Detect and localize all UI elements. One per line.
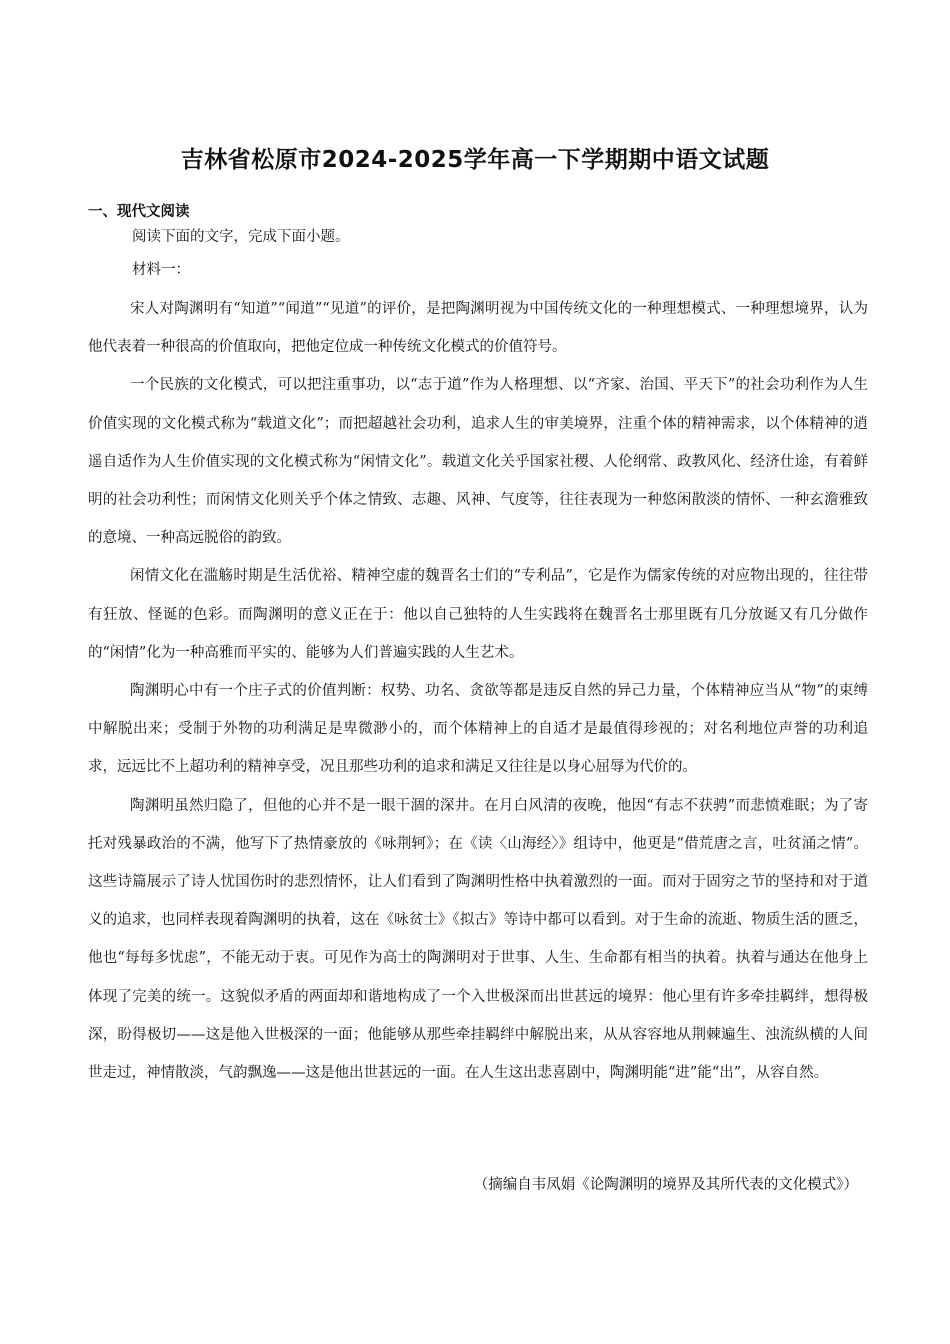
section-heading: 一、现代文阅读: [88, 204, 190, 220]
material-body: [88, 290, 868, 1092]
material-label: 材料一：: [132, 262, 190, 278]
paragraph-2: 一个民族的文化模式，可以把注重事功，以“志于道”作为人格理想、以“齐家、治国、平天下”的社会功利作为人生价值实现的文化模式称为“载道文化”；而把超越社会功利，追求人生的审美境界，注重个体的精神需求，以个体精神的逍遥自适作为人生价值实现的文化模式称为“闲情文化”。载道文化关乎国家社稷、人伦纲常、政教风化、经济仕途，有着鲜明的社会功利性；而闲情文化则关乎个体之情致、志趣、风神、气度等，往往表现为一种悠闲散淡的情怀、一种玄澹雅致的意境、一种高远脱俗的韵致。: [88, 377, 868, 547]
exam-title: 吉林省松原市2024-2025学年高一下学期期中语文试题: [180, 147, 770, 173]
paragraph-4: 陶渊明心中有一个庄子式的价值判断：权势、功名、贪欲等都是违反自然的异己力量，个体精神应当从“物”的束缚中解脱出来；受制于外物的功利满足是卑微渺小的，而个体精神上的自适才是最值得珍视的；对名利地位声誉的功利追求，远远比不上超功利的精神享受，况且那些功利的追求和满足又往往是以身心屈辱为代价的。: [88, 683, 868, 776]
paragraph-3: 闲情文化在滥觞时期是生活优裕、精神空虚的魏晋名士们的“专利品”，它是作为儒家传统的对应物出现的，往往带有狂放、怪诞的色彩。而陶渊明的意义正在于：他以自己独特的人生实践将在魏晋名士那里既有几分放诞又有几分做作的“闲情”化为一种高雅而平实的、能够为人们普遍实践的人生艺术。: [88, 568, 868, 661]
paragraph-5: 陶渊明虽然归隐了，但他的心并不是一眼干涸的深井。在月白风清的夜晚，他因“有志不获骋”而悲愤难眠；为了寄托对残暴政治的不满，他写下了热情豪放的《咏荆轲》；在《读〈山海经〉》组诗中，他更是“借荒唐之言，吐贫涌之情”。这些诗篇展示了诗人忧国伤时的悲烈情怀，让人们看到了陶渊明性格中执着激烈的一面。而对于固穷之节的坚持和对于道义的追求，也同样表现着陶渊明的执着，这在《咏贫士》《拟古》等诗中都可以看到。对于生命的流逝、物质生活的匮乏，他也“每每多忧虑”，不能无动于衷。可见作为高士的陶渊明对于世事、人生、生命都有相当的执着。执着与通达在他身上体现了完美的统一。这貌似矛盾的两面却和谐地构成了一个入世极深而出世甚远的境界：他心里有许多牵挂羁绊，想得极深，盼得极切——这是他入世极深的一面；他能够从那些牵挂羁绊中解脱出来，从从容容地从荆棘遍生、浊流纵横的人间世走过，神情散淡，气韵飘逸——这是他出世甚远的一面。在人生这出悲喜剧中，陶渊明能“进”能“出”，从容自然。: [88, 797, 868, 1082]
reading-instruction: 阅读下面的文字，完成下面小题。: [132, 229, 350, 245]
paragraph-1: 宋人对陶渊明有“知道”“闻道”“见道”的评价，是把陶渊明视为中国传统文化的一种理想模式、一种理想境界，认为他代表着一种很高的价值取向，把他定位成一种传统文化模式的价值符号。: [88, 301, 868, 356]
source-citation: （摘编自韦凤娟《论陶渊明的境界及其所代表的文化模式》）: [473, 1177, 858, 1193]
